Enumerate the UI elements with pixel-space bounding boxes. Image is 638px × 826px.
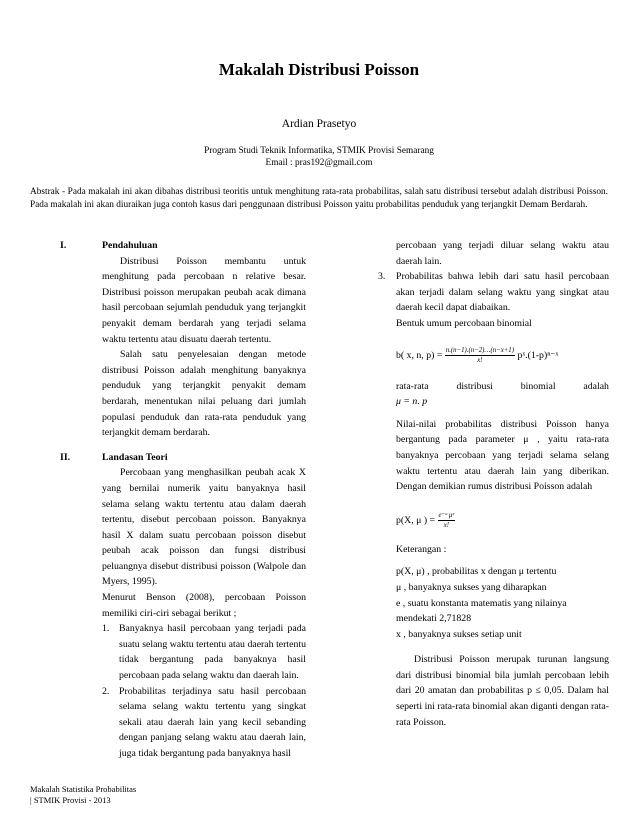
keterangan-item: e , suatu konstanta matematis yang nilainya mendekati 2,71828	[396, 597, 567, 625]
paper-title: Makalah Distribusi Poisson	[218, 60, 420, 79]
formula-fraction	[438, 511, 456, 530]
right-column	[378, 238, 609, 730]
list-text: Banyaknya hasil percobaan yang terjadi pada suatu selang waktu tertentu atau daerah tertentu tidak bergantung pada banyaknya hasil percobaan pada selang waktu dan daerah lain.	[119, 623, 306, 682]
word: binomial	[520, 380, 556, 392]
paragraph: Percobaan yang menghasilkan peubah acak X yang bernilai numerik yaitu banyaknya hasil selama selang waktu tertentu atau dalam daerah tertentu, disebut percobaan poisson. Banyaknya hasil X dalam suatu percobaan poisson disebut peubah acak poisson dan fungsi distribusi peluangnya disebut distribusi poisson (Walpole dan Myers, 1995).	[102, 467, 306, 588]
list-number: 1.	[102, 623, 110, 635]
word: adalah	[583, 380, 609, 392]
paragraph: Menurut Benson (2008), percobaan Poisson memiliki ciri-ciri sebagai berikut ;	[102, 592, 306, 619]
paragraph: Distribusi Poisson merupak turunan langsung dari distribusi binomial bila jumlah percobaan lebih dari 20 amatan dan probabilitas p ≤ 0,05. Dalam hal seperti ini rata-rata binomial akan diganti dengan rata-rata Poisson.	[396, 654, 609, 728]
section-title: Pendahuluan	[102, 240, 158, 251]
author-name: Ardian Prasetyo	[281, 118, 357, 130]
abstract: Abstrak - Pada makalah ini akan dibahas distribusi teoritis untuk menghitung rata-rata probabilitas, salah satu distribusi tersebut adalah distribusi Poisson. Pada makalah ini akan diuraikan juga contoh kasus dari penggunaan distribusi Poisson yaitu probabilitas penduduk yang terjangkit Demam Berdarah.	[30, 187, 608, 210]
list-item	[102, 684, 306, 762]
affiliation-block	[0, 145, 638, 169]
keterangan-item: μ , banyaknya sukses yang diharapkan	[396, 581, 547, 593]
section-number: I.	[60, 240, 67, 251]
affiliation: Program Studi Teknik Informatika, STMIK Provisi Semarang	[204, 146, 434, 156]
formula-denominator: x!	[477, 356, 483, 364]
section-introduction	[60, 238, 306, 441]
section-theory	[60, 450, 306, 762]
formula-numerator: e⁻ᵘ μˣ	[438, 511, 455, 519]
formula-rest: pˣ.(1-p)ⁿ⁻ˣ	[517, 349, 559, 361]
page-footer	[30, 784, 136, 806]
footer-line: | STMIK Provisi - 2013	[30, 795, 111, 805]
formula-numerator: n.(n−1).(n−2)…(n−x+1)	[445, 346, 514, 354]
list-item	[102, 621, 306, 683]
list-number: 2.	[102, 685, 110, 697]
list-number: 3.	[378, 271, 386, 283]
keterangan-item: x , banyaknya sukses setiap unit	[396, 628, 522, 640]
footer-line: Makalah Statistika Probabilitas	[30, 784, 137, 794]
characteristics-list	[102, 621, 306, 761]
list-item	[378, 269, 609, 410]
word: distribusi	[456, 380, 493, 392]
formula-denominator: x!	[443, 521, 449, 529]
formula-lhs: b( x, n, p) =	[396, 349, 443, 361]
keterangan-list	[396, 564, 609, 642]
mu-equation: μ = n. p	[396, 396, 428, 408]
paragraph: Salah satu penyelesaian dengan metode distribusi Poisson adalah menghitung banyaknya penduduk yang terjangkit penyakit demam berdarah, menentukan nilai peluang dari jumlah populasi penduduk dan rata-rata penduduk yang terjangkit demam berdarah.	[102, 349, 306, 439]
section-number: II.	[60, 451, 71, 463]
paragraph: Distribusi Poisson membantu untuk menghitung pada percobaan n relative besar. Distribusi poisson merupakan peubah acak dimana hasil percobaan sejumlah penduduk yang terjangkit penyakit demam berdarah yang terjadi selama waktu tertentu atau disuatu daerah tertentu.	[102, 255, 306, 345]
keterangan-label: Keterangan :	[396, 543, 447, 555]
poisson-formula	[396, 511, 609, 530]
email-line: Email : pras192@gmail.com	[265, 158, 373, 168]
binomial-intro: Bentuk umum percobaan binomial	[396, 317, 532, 329]
list-text: Probabilitas terjadinya satu hasil percobaan selama selang waktu tertentu yang singkat sekali atau daerah lain yang kecil sebanding dengan panjang selang waktu atau daerah lain, juga tidak bergantung pada banyaknya hasil	[119, 685, 306, 759]
left-column	[60, 238, 306, 771]
rata-rata-line	[396, 379, 609, 395]
paragraph: Nilai-nilai probabilitas distribusi Poisson hanya bergantung pada parameter μ , yaitu rata-rata banyaknya percobaan yang terjadi selama selang waktu tertentu atau daerah lain yang diberikan. Dengan demikian rumus distribusi Poisson adalah	[396, 418, 609, 493]
formula-lhs: p(X, μ ) =	[396, 514, 436, 526]
list-continuation: percobaan yang terjadi diluar selang waktu atau daerah lain.	[396, 240, 609, 267]
section-title: Landasan Teori	[102, 451, 168, 463]
keterangan-item: p(X, μ) , probabilitas x dengan μ tertentu	[396, 566, 557, 578]
formula-fraction	[445, 346, 515, 365]
list-text: Probabilitas bahwa lebih dari satu hasil percobaan akan terjadi dalam selang waktu yang singkat atau daerah kecil dapat diabaikan.	[396, 271, 609, 314]
word: rata-rata	[396, 380, 429, 392]
binomial-formula	[396, 346, 609, 365]
